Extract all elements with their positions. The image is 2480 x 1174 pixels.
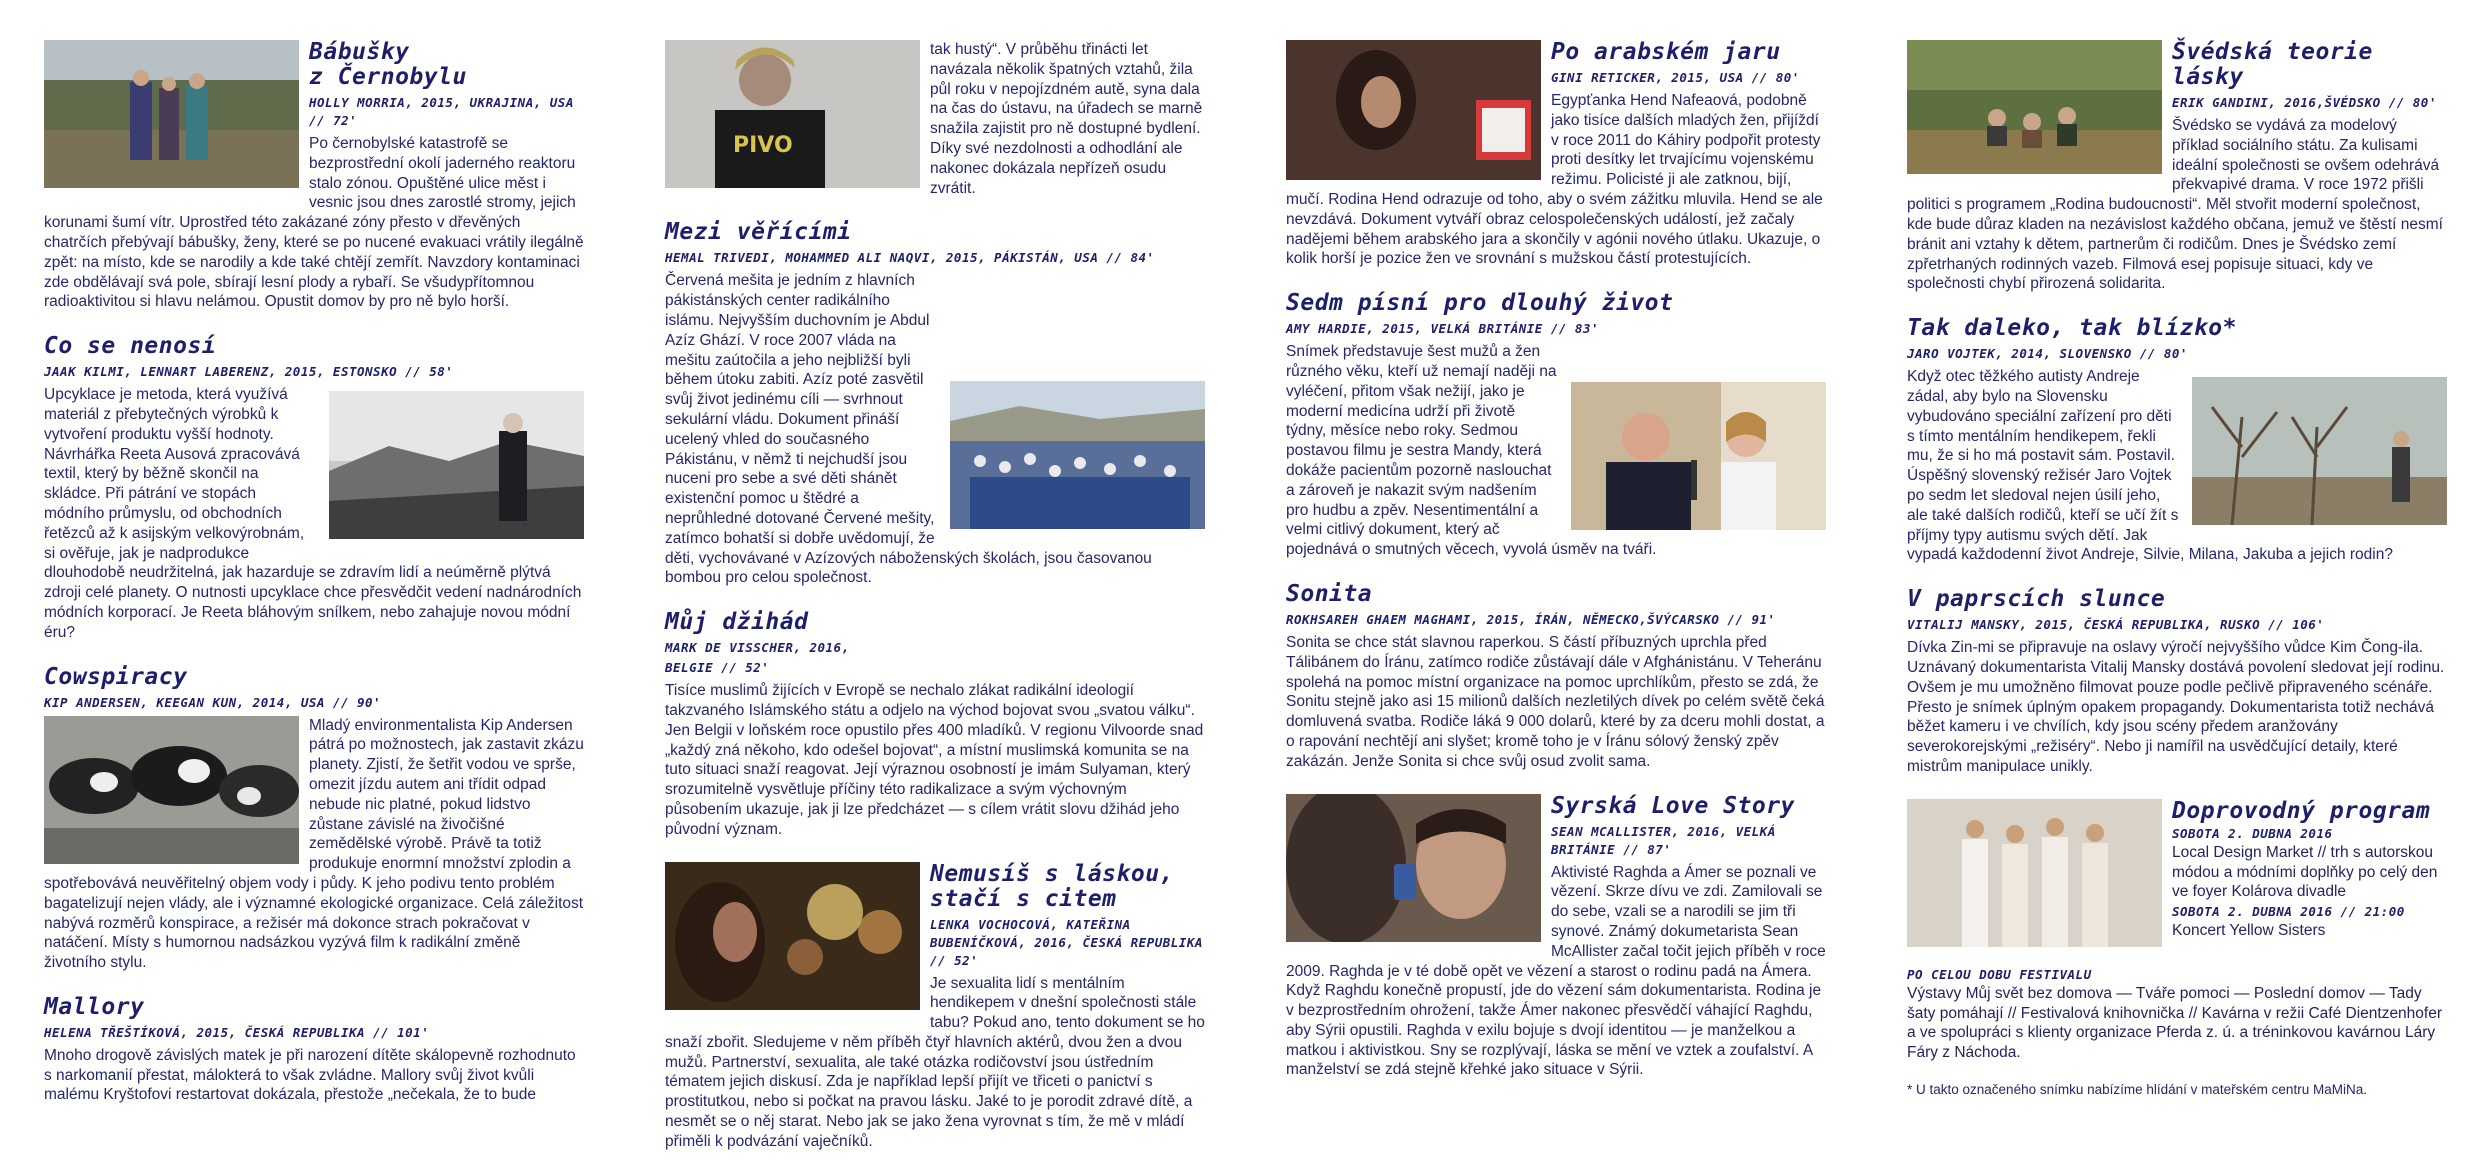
photo-trees-man-image — [2192, 377, 2447, 525]
film-meta: HEMAL TRIVEDI, MOHAMMED ALI NAQVI, 2015, PÁKISTÁN, USA // 84' — [665, 250, 1155, 266]
photo-protest-image — [1286, 40, 1541, 180]
photo-woman-landfill-image — [329, 391, 584, 539]
film-mezi-vericimi — [665, 220, 1205, 588]
film-muj-dzihad — [665, 610, 1205, 839]
film-description: Švédsko se vydává za modelový příklad sociálního státu. Za kulisami ideální společnosti se ovšem odehrává překvapivé drama. V roce 1972 přišli politici s programem „Rodina budoucnosti“. Měl stvořit moderní společnost, kde bude důraz kladen na nezávislost každého občana, jemuž ve štěstí nesmí bránit ani vztahy k dětem, partnerům či rodičům. Dnes je Švédsko zemí zpřetrhaných rodinných vazeb. Filmová esej popisuje situaci, kdy ve společnosti chybí přirozená solidarita. — [1907, 117, 2443, 293]
program-festival-text: Výstavy Můj svět bez domova — Tváře pomoci — Poslední domov — Tady šaty pomáhají // Festivalová knihovnička // Kavárna v režii Café Dientzenhofer a ve spolupráci s klienty organizace Pferda z. ú. a tréninkovou kavárnou Láry Fáry z Náchoda. — [1907, 984, 2443, 1062]
photo-night-lights-image — [665, 862, 920, 1010]
film-title: Cowspiracy — [44, 663, 188, 690]
program-day1: SOBOTA 2. DUBNA 2016 — [2172, 825, 2333, 841]
film-title: Můj džihád — [665, 609, 809, 636]
film-title-line2: lásky — [2172, 64, 2244, 90]
column-2 — [665, 40, 1205, 1174]
film-description: Mladý environmentalista Kip Andersen pátrá po možnostech, jak zastavit zkázu planety. Zjistí, že šetřit vodou ve sprše, omezit jízdu autem ani třídit odpad nebude nic platné, pokud lidstvo zůstane závislé na živočišné zemědělské výrobě. Právě ta totiž produkuje enormní množství zplodin a spotřebovává neuvěřitelný objem vody i půdy. K jeho podivu tento problém bagatelizují nejen vlády, ale i významné ekologické organizace. Celá záležitost nabývá rozměrů konspirace, a režisér má dokonce strach pokračovat v natáčení. Místy s humornou nadsázkou vyzývá film k radikální změně životního stylu. — [44, 716, 584, 972]
film-mallory — [44, 995, 584, 1105]
film-title: Co se nenosí — [44, 333, 217, 360]
photo-babushkas-image — [44, 40, 299, 188]
film-title: Sonita — [1286, 580, 1373, 607]
film-title: Švédská teorie — [2172, 39, 2373, 65]
program-day1-text: Local Design Market // trh s autorskou módou a módními doplňky po celý den ve foyer Kolárova divadle — [2172, 843, 2438, 901]
film-description: Je sexualita lidí s mentálním hendikepem v dnešní společnosti stále tabu? Pokud ano, tento dokument se ho snaží zbořit. Sledujeme v něm příběh čtyř hlavních aktérů, dvou žen a dvou mužů. Partnerství, sexualita, ale také otázka rodičovství jsou ústředním tématem jejich diskusí. Zda je například lepší přijít ve třiceti o panictví s prostitutkou, nebo si počkat na pravou lásku. Jaké to je porodit zdravé dítě, a nesmět se o něj starat. Nebo jak se jako žena vyrovnat s tím, že mě v mládí přiměli k podvázání vaječníků. — [665, 974, 1205, 1150]
film-meta: MARK DE VISSCHER, 2016, — [665, 640, 850, 656]
program-day2-text: Koncert Yellow Sisters — [2172, 922, 2326, 940]
film-description: Upcyklace je metoda, která využívá materiál z přebytečných výrobků k vytvoření produktu vyšší hodnoty. Návrhářka Reeta Ausová zpracovává textil, který by běžně skončil na skládce. Při pátrání ve stopách módního průmyslu, od obchodních řetězců až k asijským velkovýrobnám, si ověřuje, jak je nadprodukce dlouhodobě neudržitelná, jak hazarduje se zdravím lidí a neúměrně plýtvá zdroji celé planety. O nutnosti upcyklace chce přesvědčit vedení nadnárodních módních korporací. Je Reeta bláhovým snílkem, nebo zahajuje novou módní éru? — [44, 386, 582, 641]
film-description: Sonita se chce stát slavnou raperkou. S částí příbuzných uprchla před Tálibánem do Íránu, zatímco rodiče zůstávají dále v Afghánistánu. V Teheránu spolehá na pomoc místní organizace na pomoc uprchlíkům, přesto se zdá, že Sonitu stejně jako asi 15 milionů dalších nezletilých dívek po celém světě čeká domluvená svatba. Rodiče láká 9 000 dolarů, které by za dceru mohli dostat, a o rapování nechtějí ani slyšet; kromě toho je v Íránu sólový ženský zpěv zakázán. Jenže Sonita si chce svůj osud zvolit sama. — [1286, 633, 1825, 770]
film-syrska-love-story — [1286, 794, 1826, 1081]
photo-protest — [1286, 40, 1541, 180]
film-co-se-nenosi — [44, 334, 584, 642]
program-day2: SOBOTA 2. DUBNA 2016 // 21:00 — [2172, 904, 2405, 920]
program-section — [1907, 799, 2447, 1099]
film-babusky — [44, 40, 584, 312]
film-nemusis — [665, 862, 1205, 1152]
film-v-paprscich-slunce — [1907, 587, 2447, 777]
film-sedm-pisni — [1286, 291, 1826, 560]
photo-mallory — [665, 40, 920, 188]
film-description: Tisíce muslimů žijících v Evropě se nechalo zlákat radikální ideologií takzvaného Islámského státu a odjelo na východ bojovat svou „svatou válku“. Jen Belgii v loňském roce opustilo přes 400 mladíků. V regionu Vilvoorde snad „každý zná někoho, kdo odešel bojovat“, a místní muslimská komunita se na tuto situaci snaží reagovat. Její výraznou osobností je imám Sulyaman, který srozumitelně vysvětluje příčiny této radikalizace a svým výchovným působením ukazuje, jak ji lze předcházet — s cílem vrátit slovu džihád jeho původní význam. — [665, 682, 1204, 838]
film-meta: AMY HARDIE, 2015, VELKÁ BRITÁNIE // 83' — [1286, 321, 1599, 337]
film-description: Egypťanka Hend Nafeaová, podobně jako tisíce dalších mladých žen, přijíždí v roce 2011 do Káhiry podpořit protesty proti desítky let trvajícímu vojenskému režimu. Policisté ji ale zatknou, bijí, mučí. Rodina Hend odrazuje od toho, aby o svém zážitku mluvila. Hend se ale nevzdává. Dokument vytváří obraz celospolečenských událostí, jež začaly nadějemi během arabského jara a skončily v agónii nového útlaku. Ukazuje, o kolik horší je pozice žen ve srovnání s mužskou částí protestujících. — [1286, 92, 1823, 268]
film-title: Nemusíš s láskou, — [930, 860, 1174, 887]
film-meta: SEAN MCALLISTER, 2016, VELKÁ BRITÁNIE // 87' — [1551, 823, 1776, 857]
film-meta: HOLLY MORRIA, 2015, UKRAJINA, USA // 72' — [309, 95, 574, 128]
program-festival-head: PO CELOU DOBU FESTIVALU — [1907, 966, 2092, 982]
column-4 — [1907, 40, 2447, 1099]
photo-mallory-image — [665, 40, 920, 188]
film-meta: JARO VOJTEK, 2014, SLOVENSKO // 80' — [1907, 346, 2188, 362]
film-meta: JAAK KILMI, LENNART LABERENZ, 2015, ESTONSKO // 58' — [44, 364, 454, 380]
film-title: Syrská Love Story — [1551, 792, 1795, 819]
photo-forest-people — [1907, 40, 2162, 174]
film-description: Červená mešita je jedním z hlavních pákistánských center radikálního islámu. Nejvyšším duchovním je Abdul Azíz Ghází. V roce 2007 vláda na mešitu zaútočila a jeho nejbližší byli během útoku zabiti. Azíz poté zasvětil svůj život jedinému cíli — svrhnout sekulární vládu. Dokument přináší ucelený vhled do současného Pákistánu, v němž ti nejchudší jsou nuceni pro sebe a své děti shánět existenční pomoc u štědré a neprůhledné dotované Červené mešity, zatímco bohatší si dobře uvědomují, že děti, vychovávané v Azízových náboženských školách, jsou časovanou bombou pro celou společnost. — [665, 272, 1152, 587]
film-title: Mallory — [44, 993, 145, 1020]
film-title: Mezi věřícími — [665, 219, 852, 246]
film-cowspiracy — [44, 665, 584, 973]
film-title: V paprscích slunce — [1907, 586, 2166, 613]
film-description: Když otec těžkého autisty Andreje zádal, aby bylo na Slovensku vybudováno speciální zařízení pro děti s tímto mentálním hendikepem, řekli mu, že si ho má postavit sám. Postavil. Úspěšný slovenský režisér Jaro Vojtek po sedm let sledoval nejen úsilí jeho, ale také dalších rodičů, kteří se učí žít s příjmy typy autismu svých dětí. Jak vypadá každodenní život Andreje, Silvie, Milana, Jakuba a jejich rodin? — [1907, 368, 2393, 564]
column-1 — [44, 40, 584, 1127]
program-title: Doprovodný program — [2172, 797, 2431, 824]
film-title-line2: z Černobylu — [309, 64, 467, 90]
film-title: Po arabském jaru — [1551, 39, 1781, 65]
film-description: Aktivisté Raghda a Ámer se poznali ve vězení. Skrze dívu ve zdi. Zamilovali se do sebe, vzali se a narodili se jim tři synové. Známý dokumetarista Sean McAllister začal točit jejich příběh v roce 2009. Raghda je v té době opět ve vězení a starost o rodinu padá na Ámera. Když Raghdu konečně propustí, jde do vězení sám dokumentarista. Rodina je v bezprostředním ohrožení, takže Ámer nakonec přesvědčí váhající Raghdu, aby Sýrii opustili. Raghda v exilu bojuje s dvojí identitou — je manželkou a matkou i aktivistkou. Sny se rozplývají, láska se mění ve vztek a zoufalství. A manželství se zdá stejně křehké jako situace v Sýrii. — [1286, 863, 1826, 1079]
film-title: Tak daleko, tak blízko* — [1907, 315, 2237, 342]
photo-night-lights — [665, 862, 920, 1010]
photo-babushkas — [44, 40, 299, 188]
film-sonita — [1286, 582, 1826, 772]
film-meta: VITALIJ MANSKY, 2015, ČESKÁ REPUBLIKA, RUSKO // 106' — [1907, 617, 2325, 633]
film-po-arabskem-jaru — [1286, 40, 1826, 269]
film-meta: ERIK GANDINI, 2016,ŠVÉDSKO // 80' — [2172, 95, 2437, 110]
photo-cows — [44, 716, 299, 864]
photo-cows-image — [44, 716, 299, 864]
film-description: Dívka Zin-mi se připravuje na oslavy výročí nejvyššího vůdce Kim Čong-ila. Uznávaný dokumentarista Vitalij Mansky dostává povolení sledovat její rodinu. Ovšem je mu umožněno filmovat pouze podle pečlivě připraveného scénáře. Přesto je snímek úplným opakem propagandy. Dokumentarista totiž nechává běžet kameru i ve chvílích, kdy jsou scény předem aranžovány severokorejskými „režiséry“. Nebo ji namířil na usvědčující detaily, které mistrům manipulace unikly. — [1907, 639, 2445, 775]
film-title: Sedm písní pro dlouhý život — [1286, 290, 1674, 317]
film-meta: KIP ANDERSEN, KEEGAN KUN, 2014, USA // 90' — [44, 694, 382, 710]
photo-trees-man — [2192, 377, 2447, 525]
film-meta: HELENA TŘEŠTÍKOVÁ, 2015, ČESKÁ REPUBLIKA // 101' — [44, 1024, 430, 1040]
film-meta-line2: BELGIE // 52' — [665, 660, 770, 676]
film-description: Po černobylské katastrofě se bezprostřední okolí jaderného reaktoru stalo zónou. Opuštěné ulice měst i vesnic jsou dnes zarostlé stromy, jejich korunami šumí vítr. Uprostřed této zakázané zóny přesto v dřevěných chatrčích přebývají bábušky, ženy, které se po nucené evakuaci vrátily ilegálně zpět: na místo, kde se narodily a kde také chtějí zemřít. Navzdory kontaminaci zde obdělávají svá pole, sbírají lesní plody a rybaří. Se všudypřítomnou radioaktivitou si hlavu nelámou. Opustit domov by pro ně bylo horší. — [44, 135, 584, 311]
film-title-line2: stačí s citem — [930, 885, 1117, 912]
film-meta: LENKA VOCHOCOVÁ, KATEŘINA BUBENÍČKOVÁ, 2016, ČESKÁ REPUBLIKA // 52' — [930, 916, 1203, 968]
photo-father-child — [1286, 794, 1541, 942]
photo-forest-people-image — [1907, 40, 2162, 174]
film-title: Bábušky — [309, 39, 410, 65]
photo-yellow-sisters — [1907, 799, 2162, 947]
footnote: * U takto označeného snímku nabízíme hlídání v mateřském centru MaMiNa. — [1907, 1081, 2367, 1097]
photo-madrasa-children — [950, 381, 1205, 529]
film-tak-daleko — [1907, 316, 2447, 565]
photo-nurse-singing-image — [1571, 382, 1826, 530]
film-mallory-continued — [665, 40, 1205, 198]
photo-madrasa-children-image — [950, 381, 1205, 529]
film-svedska-teorie — [1907, 40, 2447, 294]
film-description: tak hustý“. V průběhu třinácti let navázala několik špatných vztahů, žila půl roku v nepojízdném autě, syna dala na čas do ústavu, na úřadech se marně snažila zajistit pro ně dostupné bydlení. Díky své nezdolnosti a odhodlání ale nakonec dokázala nepřízeň osudu zvrátit. — [930, 41, 1203, 197]
photo-yellow-sisters-image — [1907, 799, 2162, 947]
film-meta: ROKHSAREH GHAEM MAGHAMI, 2015, ÍRÁN, NĚMECKO,ŠVÝCARSKO // 91' — [1286, 611, 1776, 627]
film-description: Snímek představuje šest mužů a žen různého věku, kteří už nemají naději na vyléčení, přitom však nežijí, jako je moderní medicína udrží při životě týdny, měsíce nebo roky. Sedmou postavou filmu je sestra Mandy, která dokáže pacientům pozorně naslouchat a zároveň je nakazit svým nadšením pro hudbu a zpěv. Nesentimentální a velmi citlivý dokument, který ač pojednává o smutných věcech, vyvolá úsměv na tváři. — [1286, 343, 1657, 559]
film-meta: GINI RETICKER, 2015, USA // 80' — [1551, 70, 1800, 85]
photo-father-child-image — [1286, 794, 1541, 942]
column-3 — [1286, 40, 1826, 1102]
film-description: Mnoho drogově závislých matek je při narození dítěte skálopevně rozhodnuto s narkomanií přestat, málokterá to však zvládne. Mallory svůj život kvůli malému Kryštofovi restartovat dokázala, přestože „nečekala, že to bude — [44, 1046, 576, 1104]
photo-nurse-singing — [1571, 382, 1826, 530]
svg-text:PIVO: PIVO — [733, 133, 793, 158]
photo-woman-landfill — [329, 391, 584, 539]
